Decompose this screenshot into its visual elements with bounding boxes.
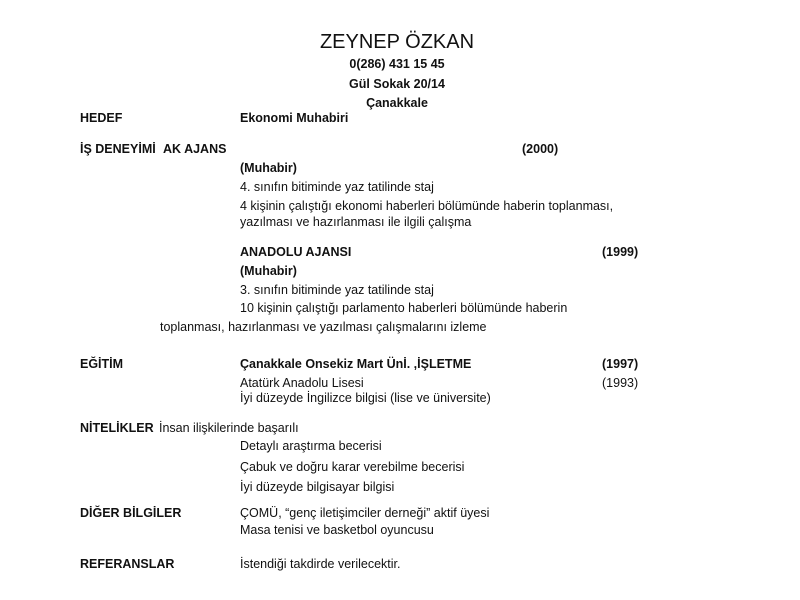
skill-item: Detaylı araştırma becerisi <box>240 439 382 453</box>
job-year: (1999) <box>602 245 639 259</box>
skills-label: NİTELİKLER <box>80 421 154 435</box>
education-year: (1993) <box>602 376 639 390</box>
education-school: Atatürk Anadolu Lisesi <box>240 376 364 390</box>
job-detail: 10 kişinin çalıştığı parlamento haberleri bölümünde haberin <box>240 301 568 315</box>
job-detail: 4. sınıfın bitiminde yaz tatilinde staj <box>240 180 434 194</box>
skill-item: İnsan ilişkilerinde başarılı <box>159 421 299 435</box>
other-info-item: Masa tenisi ve basketbol oyuncusu <box>240 523 434 537</box>
job-year: (2000) <box>522 142 559 156</box>
other-info-item: ÇOMÜ, “genç iletişimciler derneği” aktif üyesi <box>240 506 490 520</box>
job-detail: toplanması, hazırlanması ve yazılması çalışmalarını izleme <box>160 320 487 334</box>
objective-label: HEDEF <box>80 111 123 125</box>
objective-value: Ekonomi Muhabiri <box>240 111 349 125</box>
other-info-label: DİĞER BİLGİLER <box>80 506 182 520</box>
job-detail: 4 kişinin çalıştığı ekonomi haberleri bölümünde haberin toplanması, <box>240 199 614 213</box>
references-value: İstendiği takdirde verilecektir. <box>240 557 401 571</box>
education-school: Çanakkale Onsekiz Mart Ünİ. ,İŞLETME <box>240 357 472 371</box>
education-note: İyi düzeyde İngilizce bilgisi (lise ve üniversite) <box>240 391 491 405</box>
resume-name: ZEYNEP ÖZKAN <box>319 31 475 53</box>
experience-label: İŞ DENEYİMİ <box>80 142 156 156</box>
job-detail: yazılması ve hazırlanması ile ilgili çalışma <box>240 215 472 229</box>
references-label: REFERANSLAR <box>80 557 175 571</box>
skill-item: İyi düzeyde bilgisayar bilgisi <box>240 480 395 494</box>
skill-item: Çabuk ve doğru karar verebilme becerisi <box>240 460 465 474</box>
education-label: EĞİTİM <box>80 357 124 371</box>
city: Çanakkale <box>366 96 428 110</box>
job-company: ANADOLU AJANSI <box>240 245 352 259</box>
street-address: Gül Sokak 20/14 <box>349 77 445 91</box>
phone-number: 0(286) 431 15 45 <box>349 57 445 71</box>
job-detail: 3. sınıfın bitiminde yaz tatilinde staj <box>240 283 434 297</box>
job-company: AK AJANS <box>163 142 227 156</box>
job-role: (Muhabir) <box>240 264 297 278</box>
job-role: (Muhabir) <box>240 161 297 175</box>
education-year: (1997) <box>602 357 639 371</box>
